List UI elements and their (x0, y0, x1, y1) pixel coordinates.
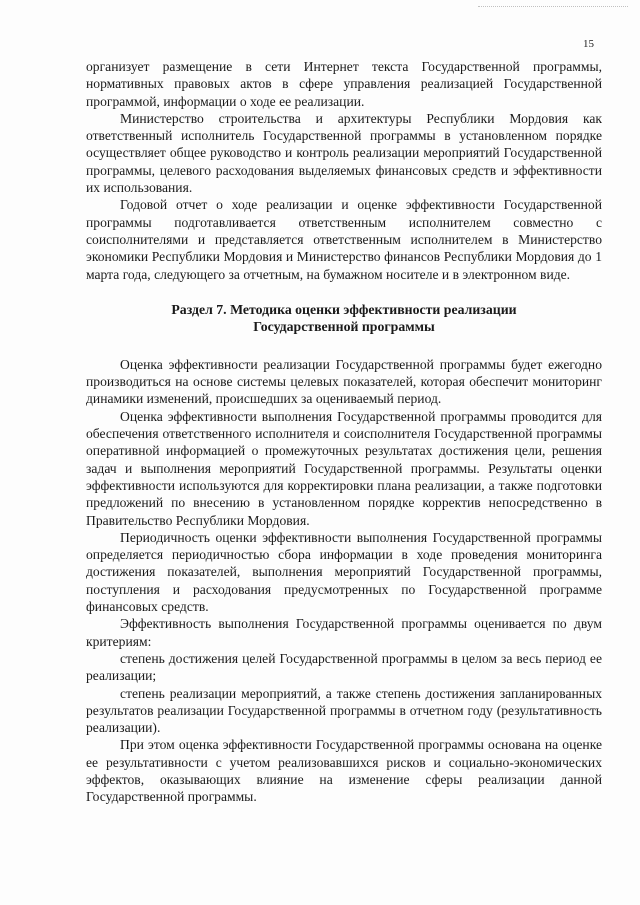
paragraph: При этом оценка эффективности Государственной программы основана на оценке ее результативности с учетом реализовавшихся рисков и социально-экономических эффектов, оказывающих влияние на изменение сферы реализации данной Государственной программы. (86, 737, 602, 805)
criterion-item: степень достижения целей Государственной программы в целом за весь период ее реализации; (86, 650, 602, 684)
section-title-line2: Государственной программы (253, 319, 435, 335)
paragraph: Оценка эффективности реализации Государственной программы будет ежегодно производиться на основе системы целевых показателей, которая обеспечит мониторинг динамики изменений, происшедших за оцениваемый период. (86, 356, 602, 407)
paragraph: Эффективность выполнения Государственной программы оценивается по двум критериям: (86, 616, 602, 649)
paragraph: Министерство строительства и архитектуры Республики Мордовия как ответственный исполнитель Государственной программы в установленном порядке осуществляет общее руководство и контроль реализации мероприятий Государственной программы, целевого расходования выделяемых финансовых средств и эффективности их использования. (86, 110, 602, 196)
paragraph: Годовой отчет о ходе реализации и оценке эффективности Государственной программы подготавливается ответственным исполнителем совместно с соисполнителями и представляется ответственным исполнителем в Министерство экономики Республики Мордовия и Министерство финансов Республики Мордовия до 1 марта года, следующего за отчетным, на бумажном носителе и в электронном виде. (86, 197, 602, 282)
section-title-line1: Раздел 7. Методика оценки эффективности реализации (171, 301, 517, 317)
paragraph: Периодичность оценки эффективности выполнения Государственной программы определяется периодичностью сбора информации в ходе проведения мониторинга достижения показателей, выполнения мероприятий Государственной программы, поступления и расходования предусмотренных по Государственной программе финансовых средств. (86, 529, 602, 615)
section-heading (86, 301, 602, 336)
page-number: 15 (583, 38, 594, 50)
paragraph: организует размещение в сети Интернет текста Государственной программы, нормативных правовых актов в сфере управления реализацией Государственной программой, информации о ходе ее реализации. (86, 59, 602, 109)
criterion-item: степень реализации мероприятий, а также степень достижения запланированных результатов реализации Государственной программы в отчетном году (результативность реализации). (86, 685, 602, 736)
document-body (86, 58, 602, 806)
paragraph: Оценка эффективности выполнения Государственной программы проводится для обеспечения ответственного исполнителя и соисполнителя Государственной программы оперативной информацией о промежуточных результатах достижения цели, решения задач и выполнения мероприятий Государственной программы. Результаты оценки эффективности используются для корректировки плана реализации, а также подготовки предложений по внесению в установленном порядке корректив непосредственно в Правительство Республики Мордовия. (86, 408, 602, 528)
scan-artifact (478, 6, 628, 11)
